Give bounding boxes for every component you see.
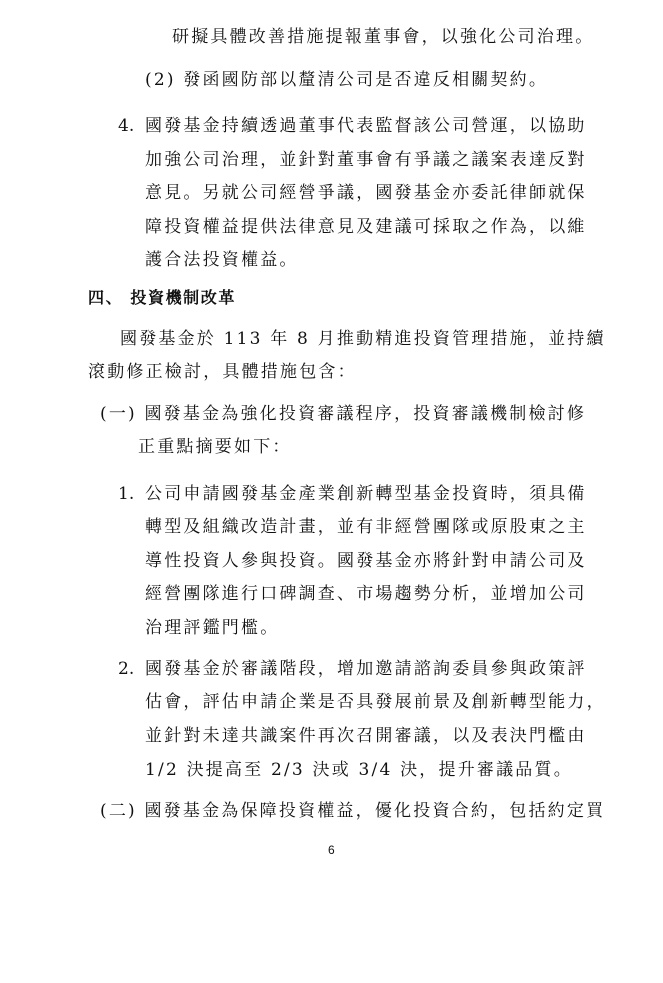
paragraph-line: 估會，評估申請企業是否具發展前景及創新轉型能力，	[145, 692, 606, 712]
list-number: 1.	[118, 484, 135, 504]
paragraph-line: 意見。另就公司經營爭議，國發基金亦委託律師就保	[145, 183, 587, 203]
list-number: 2.	[118, 659, 135, 679]
paragraph-line: (一) 國發基金為強化投資審議程序，投資審議機制檢討修	[100, 404, 587, 424]
paragraph-line: 並針對未達共識案件再次召開審議，以及表決門檻由	[145, 726, 587, 746]
paragraph-line: 滾動修正檢討，具體措施包含：	[88, 362, 357, 382]
paragraph-line: 護合法投資權益。	[145, 250, 299, 270]
paragraph-line: 國發基金持續透過董事代表監督該公司營運，以協助	[145, 116, 587, 136]
paragraph-line: (2) 發函國防部以釐清公司是否違反相關契約。	[145, 70, 549, 90]
paragraph-line: (二) 國發基金為保障投資權益，優化投資合約，包括約定買	[100, 801, 606, 821]
paragraph-line: 轉型及組織改造計畫，並有非經營團隊或原股東之主	[145, 517, 587, 537]
paragraph-line: 正重點摘要如下：	[138, 437, 292, 457]
paragraph-line: 研擬具體改善措施提報董事會，以強化公司治理。	[172, 27, 595, 47]
paragraph-line: 導性投資人參與投資。國發基金亦將針對申請公司及	[145, 551, 587, 571]
paragraph-line: 障投資權益提供法律意見及建議可採取之作為，以維	[145, 217, 587, 237]
paragraph-line: 公司申請國發基金產業創新轉型基金投資時，須具備	[145, 484, 587, 504]
list-number: 4.	[118, 116, 135, 136]
paragraph-line: 國發基金於審議階段，增加邀請諮詢委員參與政策評	[145, 659, 587, 679]
section-heading: 四、 投資機制改革	[88, 288, 236, 307]
paragraph-line: 加強公司治理，並針對董事會有爭議之議案表達反對	[145, 150, 587, 170]
paragraph-line: 國發基金於 113 年 8 月推動精進投資管理措施，並持續	[120, 329, 606, 349]
paragraph-line: 1/2 決提高至 2/3 決或 3/4 決，提升審議品質。	[145, 760, 573, 780]
page-number: 6	[328, 843, 335, 857]
paragraph-line: 經營團隊進行口碑調查、市場趨勢分析，並增加公司	[145, 584, 587, 604]
paragraph-line: 治理評鑑門檻。	[145, 618, 280, 638]
